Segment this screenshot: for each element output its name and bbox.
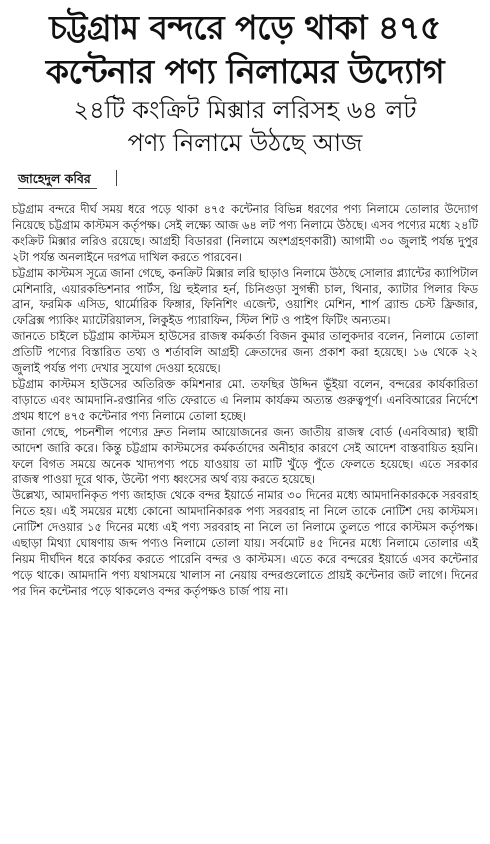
- paragraph: চট্টগ্রাম কাস্টমস সূত্রে জানা গেছে, কনক্রিট মিক্সার লরি ছাড়াও নিলামে উঠছে সোলার প্ল্যান্টের ক্যাপিটাল মেশিনারি, এয়ারকন্ডিশনার পার্টস, থ্রি হুইলার হর্ন, চিনিগুড়া সুগন্ধী চাল, থিনার, ক্যাটার পিলার ফিড ব্রান, ফরমিক এসিড, থার্মোরিক ফিঙ্গার, ফিনিশিং এজেন্ট, ওয়াশিং মেশিন, শার্প ব্র্যান্ড চেস্ট ফ্রিজার, ফেব্রিক্স প্যাকিং ম্যাটেরিয়ালস, লিকুইড প্যারাফিন, স্টিল শিট ও পাইপ ফিটিং অন্যতম।: [12, 265, 478, 328]
- article-body: [10, 202, 480, 600]
- byline: জাহেদুল কবির: [18, 170, 97, 189]
- headline-line-1: চট্টগ্রাম বন্দরে পড়ে থাকা ৪৭৫: [49, 8, 441, 47]
- byline-divider: [116, 170, 117, 186]
- headline-line-2: কন্টেনার পণ্য নিলামের উদ্যোগ: [45, 52, 445, 91]
- subheadline-line-1: ২৪টি কংক্রিট মিক্সার লরিসহ ৬৪ লট: [73, 96, 417, 124]
- paragraph: জানা গেছে, পচনশীল পণ্যের দ্রুত নিলাম আয়োজনের জন্য জাতীয় রাজস্ব বোর্ড (এনবিআর) স্থায়ী আদেশ জারি করে। কিন্তু চট্টগ্রাম কাস্টমসের কর্মকর্তাদের অনীহার কারণে সেই আদেশ বাস্তবায়িত হয়নি। ফলে বিগত সময়ে অনেক খাদ্যপণ্য পচে যাওয়ায় তা মাটি খুঁড়ে পুঁতে ফেলতে হয়েছে। এতে সরকার রাজস্ব পাওয়া দূরে থাক, উল্টো পণ্য ধ্বংসের অর্থ ব্যয় করতে হয়েছে।: [12, 424, 478, 487]
- paragraph: চট্টগ্রাম কাস্টমস হাউসের অতিরিক্ত কমিশনার মো. তফছির উদ্দিন ভূঁইয়া বলেন, বন্দরের কার্যকারিতা বাড়াতে এবং আমদানি-রপ্তানির গতি ফেরাতে এ নিলাম কার্যক্রম অত্যন্ত গুরুত্বপূর্ণ। এনবিআরের নির্দেশে প্রথম ধাপে ৪৭৫ কন্টেনার পণ্য নিলামে তোলা হচ্ছে।: [12, 376, 478, 423]
- subheadline-line-2: পণ্য নিলামে উঠছে আজ: [127, 129, 363, 157]
- byline-row: [18, 168, 480, 190]
- paragraph: জানতে চাইলে চট্টগ্রাম কাস্টমস হাউসের রাজস্ব কর্মকর্তা বিজন কুমার তালুকদার বলেন, নিলামে তোলা প্রতিটি পণ্যের বিস্তারিত তথ্য ও শর্তাবলি আগ্রহী ক্রেতাদের জন্য প্রকাশ করা হয়েছে। ১৬ থেকে ২২ জুলাই পর্যন্ত পণ্য দেখার সুযোগ দেওয়া হয়েছে।: [12, 329, 478, 376]
- paragraph: চট্টগ্রাম বন্দরে দীর্ঘ সময় ধরে পড়ে থাকা ৪৭৫ কন্টেনার বিভিন্ন ধরণের পণ্য নিলামে তোলার উদ্যোগ নিয়েছে চট্টগ্রাম কাস্টমস কর্তৃপক্ষ। সেই লক্ষ্যে আজ ৬৪ লট পণ্য নিলামে উঠছে। এসব পণ্যের মধ্যে ২৪টি কংক্রিট মিক্সার লরিও রয়েছে। আগ্রহী বিডাররা (নিলামে অংশগ্রহণকারী) আগামী ৩০ জুলাই পর্যন্ত দুপুর ২টা পর্যন্ত অনলাইনে দরপত্র দাখিল করতে পারবেন।: [12, 202, 478, 264]
- paragraph: উল্লেখ্য, আমদানিকৃত পণ্য জাহাজ থেকে বন্দর ইয়ার্ডে নামার ৩০ দিনের মধ্যে আমদানিকারককে সরবরাহ নিতে হয়। এই সময়ের মধ্যে কোনো আমদানিকারক পণ্য সরবরাহ না নিলে তাকে নোটিশ দেয় কাস্টমস। নোটিশ দেওয়ার ১৫ দিনের মধ্যে এই পণ্য সরবরাহ না নিলে তা নিলামে তুলতে পারে কাস্টমস কর্তৃপক্ষ। এছাড়া মিথ্যা ঘোষণায় জব্দ পণ্যও নিলামে তোলা যায়। সর্বমোট ৪৫ দিনের মধ্যে নিলামে তোলার এই নিয়ম দীর্ঘদিন ধরে কার্যকর করতে পারেনি বন্দর ও কাস্টমস। এতে করে বন্দরের ইয়ার্ডে এসব কন্টেনার পড়ে থাকে। আমদানি পণ্য যথাসময়ে খালাস না নেয়ায় বন্দরগুলোতে প্রায়ই কন্টেনার জট লাগে। দিনের পর দিন কন্টেনার পড়ে থাকলেও বন্দর কর্তৃপক্ষও চার্জ পায় না।: [12, 488, 478, 598]
